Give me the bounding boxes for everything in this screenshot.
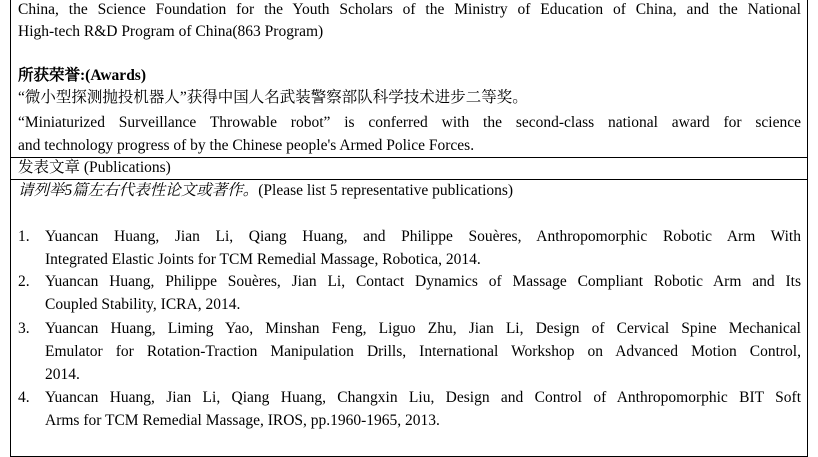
publication-number: 3. — [18, 320, 30, 337]
publications-instruction-zh: 请列举5篇左右代表性论文或著作。 — [18, 182, 259, 199]
publication-line: Integrated Elastic Joints for TCM Remedial Massage, Robotica, 2014. — [45, 251, 481, 268]
publication-line: Yuancan Huang, Liming Yao, Minshan Feng, Liguo Zhu, Jian Li, Design of Cervical Spine Mechanical — [45, 320, 801, 337]
document-table — [10, 0, 808, 457]
publication-line: 2014. — [45, 366, 80, 383]
awards-en-line-1: “Miniaturized Surveillance Throwable robot” is conferred with the second-class national award for science — [18, 114, 801, 131]
publications-header-cell — [11, 158, 807, 180]
publications-cell — [11, 180, 807, 456]
publication-line: Yuancan Huang, Philippe Souères, Jian Li, Contact Dynamics of Massage Compliant Robotic Arm and Its — [45, 273, 801, 290]
publication-line: Yuancan Huang, Jian Li, Qiang Huang, and Philippe Souères, Anthropomorphic Robotic Arm With — [45, 228, 801, 245]
publication-line: Coupled Stability, ICRA, 2014. — [45, 296, 241, 313]
funding-line-1: China, the Science Foundation for the Youth Scholars of the Ministry of Education of China, and the National — [18, 1, 801, 18]
funding-line-2: High-tech R&D Program of China(863 Program) — [18, 23, 324, 40]
publication-line: Emulator for Rotation-Traction Manipulation Drills, International Workshop on Advanced Motion Control, — [45, 343, 801, 360]
awards-heading: 所获荣誉:(Awards) — [18, 67, 147, 84]
publications-instruction — [18, 180, 801, 202]
publication-line: Yuancan Huang, Jian Li, Qiang Huang, Changxin Liu, Design and Control of Anthropomorphic BIT Soft — [45, 389, 801, 406]
publication-number: 4. — [18, 389, 30, 406]
publications-instruction-en: (Please list 5 representative publications) — [258, 182, 514, 199]
awards-zh-text: “微小型探测抛投机器人”获得中国人名武装警察部队科学技术进步二等奖。 — [18, 89, 528, 106]
publication-number: 1. — [18, 228, 30, 245]
publication-number: 2. — [18, 273, 30, 290]
funding-awards-cell — [11, 0, 807, 158]
publication-line: Arms for TCM Remedial Massage, IROS, pp.1960-1965, 2013. — [45, 412, 440, 429]
publications-header: 发表文章 (Publications) — [18, 159, 171, 176]
awards-en-line-2: and technology progress of by the Chinese people's Armed Police Forces. — [18, 137, 475, 154]
